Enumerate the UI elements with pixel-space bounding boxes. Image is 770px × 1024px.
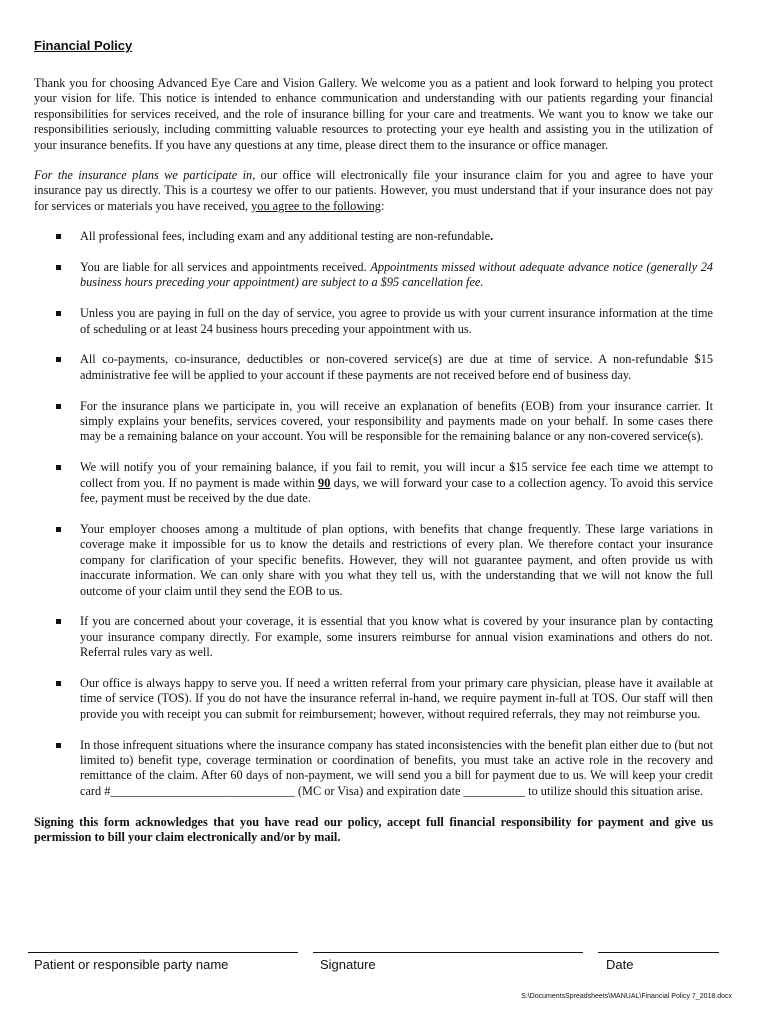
plans-body-text: , our office will electronically file your insurance claim for you and agree to have your insurance pay us directly. This is a courtesy we offer to our patients. However, you must understand that if your insurance does not pay for services or materials you have received, (34, 168, 713, 213)
policy-list (34, 229, 713, 799)
cancellation-fee-note: Appointments missed without adequate advance notice (generally 24 business hours preceding your appointment) are subject to a $95 cancellation fee. (80, 260, 714, 290)
list-item-remaining-balance (34, 460, 713, 506)
document-body (34, 76, 713, 860)
list-item-insurance-info: Unless you are paying in full on the day of service, you agree to provide us with your current insurance information at the time of scheduling or at least 24 business hours preceding your appointment with us. (34, 306, 713, 337)
file-path-footer: S:\DocumentsSpreadsheets\MANUAL\Financial Policy 7_2018.docx (521, 993, 732, 1000)
list-item-employer-plans: Your employer chooses among a multitude of plan options, with benefits that change frequently. These large variations in coverage make it impossible for us to know the details and restrictions of every plan. We therefore contact your insurance company for clarification of your specific benefits. However, they will not guarantee payment, and often provide us with inaccurate information. We can only share with you what they tell us, with the understanding that we will not know the full outcome of your claim until they send the EOB to us. (34, 522, 713, 599)
intro-paragraph: Thank you for choosing Advanced Eye Care and Vision Gallery. We welcome you as a patient and look forward to helping you protect your vision for life. This notice is intended to enhance communication and understanding with our patients regarding your financial responsibilities for services received, and the role of insurance billing for your care and treatments. We want you to know we take our responsibilities seriously, including committing valuable resources to protecting your eye health and assisting you in the utilization of your insurance benefits. If you have any questions at any time, please direct them to the insurance or office manager. (34, 76, 713, 152)
list-item-referral: Our office is always happy to serve you. If need a written referral from your primary care physician, please have it available at time of service (TOS). If you do not have the insurance referral in-hand, we require payment in-full at TOS. Our staff will then provide you with receipt you can submit for reimbursement; however, without required referrals, they may not reimburse you. (34, 676, 713, 722)
list-item-period: . (490, 229, 494, 244)
list-item-credit-card: In those infrequent situations where the insurance company has stated inconsistencies with the benefit plan either due to (but not limited to) benefit type, coverage termination or coordination of benefits, you must take an active role in the recovery and remittance of the claim. After 60 days of non-payment, we will send you a bill for payment due to us. We will keep your credit card #______________________________ (MC or Visa) and expiration date __________ to utilize should this situation arise. (34, 738, 713, 800)
document-title: Financial Policy (34, 38, 133, 53)
patient-name-label: Patient or responsible party name (34, 957, 229, 972)
list-item-copayments: All co-payments, co-insurance, deductibles or non-covered service(s) are due at time of service. A non-refundable $15 administrative fee will be applied to your account if these payments are not received before end of business day. (34, 352, 713, 383)
collection-days: 90 (318, 475, 331, 490)
list-item-text: All professional fees, including exam and any additional testing are non-refundable (80, 229, 491, 244)
list-item-eob: For the insurance plans we participate in, you will receive an explanation of benefits (EOB) from your insurance carrier. It simply explains your benefits, services covered, your responsibility and payments made on your behalf. In some cases there may be a remaining balance on your account. You will be responsible for the remaining balance or any non-covered service(s). (34, 399, 713, 445)
list-item-cancellation (34, 260, 713, 291)
insurance-plans-paragraph (34, 168, 713, 214)
acknowledgement-text: Signing this form acknowledges that you have read our policy, accept full financial responsibility for payment and give us permission to bill your claim electronically and/or by mail. (34, 814, 713, 844)
plans-colon: : (380, 198, 385, 213)
signature-label: Signature (320, 957, 376, 972)
list-item-nonrefundable-fees (34, 229, 713, 244)
list-item-coverage: If you are concerned about your coverage, it is essential that you know what is covered by your insurance plan by contacting your insurance company directly. For example, some insurers reimburse for annual vision examinations and others do not. Referral rules vary as well. (34, 614, 713, 660)
signature-line[interactable] (313, 952, 583, 953)
date-line[interactable] (598, 952, 719, 953)
plans-lead-text: For the insurance plans we participate in (34, 168, 253, 183)
patient-name-line[interactable] (28, 952, 298, 953)
list-item-text: We will notify you of your remaining balance, if you fail to remit, you will incur a $15 service fee each time we attempt to collect from you. If no payment is made within (80, 460, 713, 490)
date-label: Date (606, 957, 634, 972)
list-item-text: days, we will forward your case to a collection agency. To avoid this service fee, payment must be received by the due date. (80, 475, 713, 506)
agree-following-text: you agree to the following (251, 198, 381, 213)
list-item-text: You are liable for all services and appointments received. (80, 260, 371, 275)
